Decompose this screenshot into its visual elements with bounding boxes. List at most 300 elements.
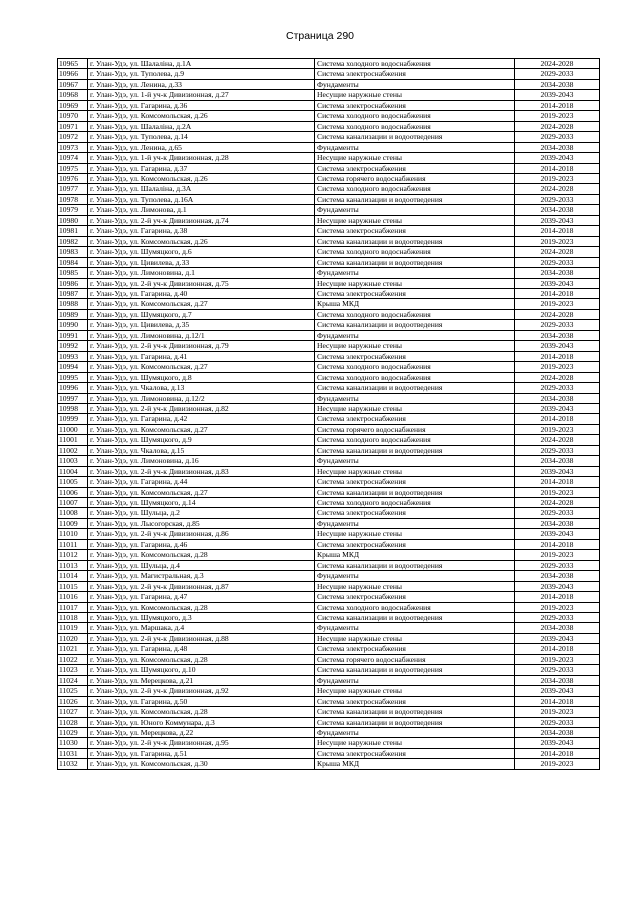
- system-cell: Система холодного водоснабжения: [315, 309, 515, 319]
- period-cell: 2014-2018: [515, 539, 600, 549]
- period-cell: 2014-2018: [515, 592, 600, 602]
- period-cell: 2014-2018: [515, 226, 600, 236]
- system-cell: Фундаменты: [315, 675, 515, 685]
- table-row: [58, 393, 600, 403]
- row-id-cell: 11012: [58, 550, 88, 560]
- system-cell: Несущие наружные стены: [315, 153, 515, 163]
- table-row: [58, 539, 600, 549]
- row-id-cell: 10993: [58, 351, 88, 361]
- period-cell: 2019-2023: [515, 111, 600, 121]
- address-cell: г. Улан-Удэ, ул. Лимоновина, д.1: [88, 268, 315, 278]
- table-row: [58, 707, 600, 717]
- address-cell: г. Улан-Удэ, ул. Шумяцкого, д.9: [88, 435, 315, 445]
- period-cell: 2024-2028: [515, 247, 600, 257]
- system-cell: Несущие наружные стены: [315, 738, 515, 748]
- period-cell: 2024-2028: [515, 372, 600, 382]
- table-row: [58, 341, 600, 351]
- table-row: [58, 592, 600, 602]
- period-cell: 2034-2038: [515, 571, 600, 581]
- table-row: [58, 675, 600, 685]
- system-cell: Фундаменты: [315, 393, 515, 403]
- row-id-cell: 10984: [58, 257, 88, 267]
- table-row: [58, 403, 600, 413]
- row-id-cell: 11020: [58, 633, 88, 643]
- system-cell: Система канализации и водоотведения: [315, 560, 515, 570]
- system-cell: Система канализации и водоотведения: [315, 717, 515, 727]
- system-cell: Система холодного водоснабжения: [315, 59, 515, 69]
- address-cell: г. Улан-Удэ, ул. Ленина, д.65: [88, 142, 315, 152]
- address-cell: г. Улан-Удэ, ул. Комсомольская, д.26: [88, 111, 315, 121]
- table-row: [58, 372, 600, 382]
- row-id-cell: 11006: [58, 487, 88, 497]
- row-id-cell: 10994: [58, 362, 88, 372]
- row-id-cell: 11005: [58, 477, 88, 487]
- table-row: [58, 717, 600, 727]
- address-cell: г. Улан-Удэ, ул. Мерецкова, д.21: [88, 675, 315, 685]
- address-cell: г. Улан-Удэ, ул. Гагарина, д.36: [88, 100, 315, 110]
- system-cell: Система холодного водоснабжения: [315, 247, 515, 257]
- system-cell: Несущие наружные стены: [315, 686, 515, 696]
- period-cell: 2019-2023: [515, 362, 600, 372]
- row-id-cell: 10970: [58, 111, 88, 121]
- row-id-cell: 10988: [58, 299, 88, 309]
- address-cell: г. Улан-Удэ, ул. 2-й уч-к Дивизионная, д.92: [88, 686, 315, 696]
- table-row: [58, 654, 600, 664]
- period-cell: 2029-2033: [515, 69, 600, 79]
- system-cell: Система холодного водоснабжения: [315, 184, 515, 194]
- address-cell: г. Улан-Удэ, ул. Гагарина, д.48: [88, 644, 315, 654]
- period-cell: 2019-2023: [515, 759, 600, 769]
- system-cell: Система электроснабжения: [315, 696, 515, 706]
- table-row: [58, 498, 600, 508]
- table-row: [58, 362, 600, 372]
- table-row: [58, 623, 600, 633]
- table-row: [58, 466, 600, 476]
- period-cell: 2039-2043: [515, 90, 600, 100]
- address-cell: г. Улан-Удэ, ул. Гагарина, д.37: [88, 163, 315, 173]
- period-cell: 2029-2033: [515, 445, 600, 455]
- period-cell: 2034-2038: [515, 518, 600, 528]
- system-cell: Система холодного водоснабжения: [315, 435, 515, 445]
- period-cell: 2019-2023: [515, 236, 600, 246]
- period-cell: 2029-2033: [515, 194, 600, 204]
- row-id-cell: 10985: [58, 268, 88, 278]
- table-row: [58, 268, 600, 278]
- address-cell: г. Улан-Удэ, ул. 2-й уч-к Дивизионная, д.74: [88, 215, 315, 225]
- system-cell: Система канализации и водоотведения: [315, 257, 515, 267]
- period-cell: 2034-2038: [515, 456, 600, 466]
- system-cell: Система канализации и водоотведения: [315, 320, 515, 330]
- address-cell: г. Улан-Удэ, ул. 2-й уч-к Дивизионная, д.83: [88, 466, 315, 476]
- table-row: [58, 456, 600, 466]
- row-id-cell: 10997: [58, 393, 88, 403]
- system-cell: Система канализации и водоотведения: [315, 707, 515, 717]
- row-id-cell: 10971: [58, 121, 88, 131]
- period-cell: 2039-2043: [515, 686, 600, 696]
- table-row: [58, 153, 600, 163]
- period-cell: 2019-2023: [515, 602, 600, 612]
- table-row: [58, 571, 600, 581]
- system-cell: Система горячего водоснабжения: [315, 424, 515, 434]
- table-row: [58, 435, 600, 445]
- table-row: [58, 665, 600, 675]
- period-cell: 2034-2038: [515, 675, 600, 685]
- row-id-cell: 11022: [58, 654, 88, 664]
- system-cell: Система канализации и водоотведения: [315, 194, 515, 204]
- table-row: [58, 226, 600, 236]
- period-cell: 2014-2018: [515, 414, 600, 424]
- table-row: [58, 748, 600, 758]
- table-row: [58, 173, 600, 183]
- address-cell: г. Улан-Удэ, ул. Комсомольская, д.28: [88, 602, 315, 612]
- period-cell: 2014-2018: [515, 644, 600, 654]
- address-cell: г. Улан-Удэ, ул. Комсомольская, д.27: [88, 362, 315, 372]
- table-row: [58, 79, 600, 89]
- table-row: [58, 487, 600, 497]
- address-cell: г. Улан-Удэ, ул. 2-й уч-к Дивизионная, д.87: [88, 581, 315, 591]
- system-cell: Несущие наружные стены: [315, 529, 515, 539]
- row-id-cell: 11016: [58, 592, 88, 602]
- system-cell: Система электроснабжения: [315, 69, 515, 79]
- address-cell: г. Улан-Удэ, ул. Гагарина, д.50: [88, 696, 315, 706]
- row-id-cell: 11011: [58, 539, 88, 549]
- address-cell: г. Улан-Удэ, ул. Гагарина, д.47: [88, 592, 315, 602]
- table-row: [58, 560, 600, 570]
- period-cell: 2019-2023: [515, 299, 600, 309]
- row-id-cell: 11023: [58, 665, 88, 675]
- system-cell: Система электроснабжения: [315, 592, 515, 602]
- system-cell: Несущие наружные стены: [315, 466, 515, 476]
- system-cell: Система горячего водоснабжения: [315, 654, 515, 664]
- table-row: [58, 445, 600, 455]
- address-cell: г. Улан-Удэ, ул. Лимоновина, д.16: [88, 456, 315, 466]
- row-id-cell: 10990: [58, 320, 88, 330]
- row-id-cell: 10973: [58, 142, 88, 152]
- period-cell: 2039-2043: [515, 215, 600, 225]
- period-cell: 2029-2033: [515, 320, 600, 330]
- period-cell: 2034-2038: [515, 393, 600, 403]
- system-cell: Несущие наружные стены: [315, 403, 515, 413]
- row-id-cell: 11028: [58, 717, 88, 727]
- row-id-cell: 11024: [58, 675, 88, 685]
- table-row: [58, 550, 600, 560]
- table-row: [58, 247, 600, 257]
- address-cell: г. Улан-Удэ, ул. Шалаліна, д.3А: [88, 184, 315, 194]
- table-row: [58, 686, 600, 696]
- system-cell: Фундаменты: [315, 79, 515, 89]
- address-cell: г. Улан-Удэ, ул. Шульца, д.4: [88, 560, 315, 570]
- address-cell: г. Улан-Удэ, ул. Гагарина, д.38: [88, 226, 315, 236]
- system-cell: Система электроснабжения: [315, 288, 515, 298]
- table-row: [58, 236, 600, 246]
- address-cell: г. Улан-Удэ, ул. Шумяцкого, д.8: [88, 372, 315, 382]
- system-cell: Несущие наружные стены: [315, 341, 515, 351]
- row-id-cell: 11032: [58, 759, 88, 769]
- address-cell: г. Улан-Удэ, ул. Цивилева, д.35: [88, 320, 315, 330]
- row-id-cell: 11009: [58, 518, 88, 528]
- row-id-cell: 10983: [58, 247, 88, 257]
- period-cell: 2039-2043: [515, 341, 600, 351]
- system-cell: Система холодного водоснабжения: [315, 111, 515, 121]
- period-cell: 2029-2033: [515, 717, 600, 727]
- system-cell: Фундаменты: [315, 268, 515, 278]
- row-id-cell: 10978: [58, 194, 88, 204]
- period-cell: 2029-2033: [515, 560, 600, 570]
- period-cell: 2024-2028: [515, 59, 600, 69]
- period-cell: 2029-2033: [515, 257, 600, 267]
- system-cell: Система канализации и водоотведения: [315, 236, 515, 246]
- period-cell: 2039-2043: [515, 278, 600, 288]
- address-cell: г. Улан-Удэ, ул. Гагарина, д.41: [88, 351, 315, 361]
- address-cell: г. Улан-Удэ, ул. 2-й уч-к Дивизионная, д.82: [88, 403, 315, 413]
- address-cell: г. Улан-Удэ, ул. Лысогорская, д.85: [88, 518, 315, 528]
- system-cell: Система канализации и водоотведения: [315, 383, 515, 393]
- table-body: [58, 59, 600, 770]
- row-id-cell: 10995: [58, 372, 88, 382]
- data-table: [57, 58, 600, 770]
- row-id-cell: 11010: [58, 529, 88, 539]
- period-cell: 2039-2043: [515, 466, 600, 476]
- period-cell: 2019-2023: [515, 550, 600, 560]
- page-header: Страница 290: [285, 30, 355, 42]
- period-cell: 2029-2033: [515, 132, 600, 142]
- row-id-cell: 10972: [58, 132, 88, 142]
- address-cell: г. Улан-Удэ, ул. Комсомольская, д.28: [88, 654, 315, 664]
- row-id-cell: 10991: [58, 330, 88, 340]
- row-id-cell: 10974: [58, 153, 88, 163]
- period-cell: 2034-2038: [515, 623, 600, 633]
- system-cell: Несущие наружные стены: [315, 90, 515, 100]
- period-cell: 2024-2028: [515, 435, 600, 445]
- table-row: [58, 194, 600, 204]
- system-cell: Система холодного водоснабжения: [315, 498, 515, 508]
- system-cell: Система канализации и водоотведения: [315, 445, 515, 455]
- period-cell: 2019-2023: [515, 707, 600, 717]
- table-row: [58, 529, 600, 539]
- system-cell: Система электроснабжения: [315, 644, 515, 654]
- address-cell: г. Улан-Удэ, ул. Юного Коммунара, д.3: [88, 717, 315, 727]
- address-cell: г. Улан-Удэ, ул. Шумяцкого, д.14: [88, 498, 315, 508]
- table-row: [58, 696, 600, 706]
- address-cell: г. Улан-Удэ, ул. Комсомольская, д.28: [88, 707, 315, 717]
- table-row: [58, 215, 600, 225]
- address-cell: г. Улан-Удэ, ул. Магистральная, д.3: [88, 571, 315, 581]
- address-cell: г. Улан-Удэ, ул. Чкалова, д.13: [88, 383, 315, 393]
- row-id-cell: 10975: [58, 163, 88, 173]
- system-cell: Фундаменты: [315, 205, 515, 215]
- address-cell: г. Улан-Удэ, ул. Лимоновина, д.12/1: [88, 330, 315, 340]
- address-cell: г. Улан-Удэ, ул. Туполева, д.16А: [88, 194, 315, 204]
- row-id-cell: 11025: [58, 686, 88, 696]
- period-cell: 2039-2043: [515, 153, 600, 163]
- period-cell: 2034-2038: [515, 728, 600, 738]
- address-cell: г. Улан-Удэ, ул. Шумяцкого, д.7: [88, 309, 315, 319]
- system-cell: Система канализации и водоотведения: [315, 487, 515, 497]
- system-cell: Система электроснабжения: [315, 539, 515, 549]
- row-id-cell: 11018: [58, 613, 88, 623]
- address-cell: г. Улан-Удэ, ул. Туполева, д.14: [88, 132, 315, 142]
- row-id-cell: 11004: [58, 466, 88, 476]
- table-row: [58, 644, 600, 654]
- row-id-cell: 11029: [58, 728, 88, 738]
- address-cell: г. Улан-Удэ, ул. 2-й уч-к Дивизионная, д.88: [88, 633, 315, 643]
- row-id-cell: 11021: [58, 644, 88, 654]
- address-cell: г. Улан-Удэ, ул. Чкалова, д.15: [88, 445, 315, 455]
- system-cell: Система канализации и водоотведения: [315, 132, 515, 142]
- address-cell: г. Улан-Удэ, ул. Комсомольская, д.27: [88, 299, 315, 309]
- table-row: [58, 205, 600, 215]
- address-cell: г. Улан-Удэ, ул. Шумяцкого, д.6: [88, 247, 315, 257]
- table-row: [58, 90, 600, 100]
- row-id-cell: 11003: [58, 456, 88, 466]
- address-cell: г. Улан-Удэ, ул. Гагарина, д.44: [88, 477, 315, 487]
- table-row: [58, 477, 600, 487]
- address-cell: г. Улан-Удэ, ул. Лимоновина, д.12/2: [88, 393, 315, 403]
- address-cell: г. Улан-Удэ, ул. Комсомольская, д.27: [88, 487, 315, 497]
- row-id-cell: 10986: [58, 278, 88, 288]
- period-cell: 2034-2038: [515, 79, 600, 89]
- table-row: [58, 351, 600, 361]
- period-cell: 2014-2018: [515, 351, 600, 361]
- system-cell: Крыша МКД: [315, 759, 515, 769]
- address-cell: г. Улан-Удэ, ул. Гагарина, д.40: [88, 288, 315, 298]
- period-cell: 2014-2018: [515, 696, 600, 706]
- period-cell: 2024-2028: [515, 309, 600, 319]
- table-row: [58, 69, 600, 79]
- period-cell: 2024-2028: [515, 121, 600, 131]
- table-row: [58, 518, 600, 528]
- row-id-cell: 10982: [58, 236, 88, 246]
- table-row: [58, 299, 600, 309]
- period-cell: 2019-2023: [515, 654, 600, 664]
- table-row: [58, 728, 600, 738]
- row-id-cell: 10987: [58, 288, 88, 298]
- system-cell: Несущие наружные стены: [315, 633, 515, 643]
- period-cell: 2024-2028: [515, 184, 600, 194]
- system-cell: Крыша МКД: [315, 550, 515, 560]
- table-row: [58, 288, 600, 298]
- system-cell: Система канализации и водоотведения: [315, 665, 515, 675]
- period-cell: 2039-2043: [515, 581, 600, 591]
- period-cell: 2029-2033: [515, 665, 600, 675]
- system-cell: Система холодного водоснабжения: [315, 372, 515, 382]
- row-id-cell: 10967: [58, 79, 88, 89]
- system-cell: Фундаменты: [315, 571, 515, 581]
- table-row: [58, 142, 600, 152]
- table-row: [58, 330, 600, 340]
- address-cell: г. Улан-Удэ, ул. Ленина, д.33: [88, 79, 315, 89]
- table-row: [58, 121, 600, 131]
- system-cell: Фундаменты: [315, 330, 515, 340]
- table-row: [58, 111, 600, 121]
- table-row: [58, 738, 600, 748]
- address-cell: г. Улан-Удэ, ул. 2-й уч-к Дивизионная, д.95: [88, 738, 315, 748]
- system-cell: Система горячего водоснабжения: [315, 173, 515, 183]
- address-cell: г. Улан-Удэ, ул. Комсомольская, д.28: [88, 550, 315, 560]
- address-cell: г. Улан-Удэ, ул. Гагарина, д.51: [88, 748, 315, 758]
- address-cell: г. Улан-Удэ, ул. Гагарина, д.46: [88, 539, 315, 549]
- system-cell: Система холодного водоснабжения: [315, 121, 515, 131]
- address-cell: г. Улан-Удэ, ул. Цивилева, д.33: [88, 257, 315, 267]
- table-row: [58, 132, 600, 142]
- system-cell: Система электроснабжения: [315, 351, 515, 361]
- system-cell: Система канализации и водоотведения: [315, 613, 515, 623]
- row-id-cell: 10999: [58, 414, 88, 424]
- address-cell: г. Улан-Удэ, ул. Шумяцкого, д.10: [88, 665, 315, 675]
- row-id-cell: 11030: [58, 738, 88, 748]
- table-container: [57, 58, 585, 770]
- table-row: [58, 100, 600, 110]
- system-cell: Система холодного водоснабжения: [315, 602, 515, 612]
- table-row: [58, 184, 600, 194]
- address-cell: г. Улан-Удэ, ул. 2-й уч-к Дивизионная, д.75: [88, 278, 315, 288]
- row-id-cell: 11007: [58, 498, 88, 508]
- table-row: [58, 163, 600, 173]
- period-cell: 2019-2023: [515, 424, 600, 434]
- row-id-cell: 10992: [58, 341, 88, 351]
- row-id-cell: 10998: [58, 403, 88, 413]
- row-id-cell: 10969: [58, 100, 88, 110]
- row-id-cell: 11017: [58, 602, 88, 612]
- system-cell: Система электроснабжения: [315, 508, 515, 518]
- table-row: [58, 257, 600, 267]
- row-id-cell: 11000: [58, 424, 88, 434]
- period-cell: 2034-2038: [515, 205, 600, 215]
- system-cell: Несущие наружные стены: [315, 215, 515, 225]
- table-row: [58, 383, 600, 393]
- table-row: [58, 759, 600, 769]
- system-cell: Фундаменты: [315, 518, 515, 528]
- system-cell: Фундаменты: [315, 728, 515, 738]
- system-cell: Система электроснабжения: [315, 163, 515, 173]
- system-cell: Крыша МКД: [315, 299, 515, 309]
- address-cell: г. Улан-Удэ, ул. 1-й уч-к Дивизионная, д.27: [88, 90, 315, 100]
- row-id-cell: 11002: [58, 445, 88, 455]
- address-cell: г. Улан-Удэ, ул. Комсомольская, д.26: [88, 173, 315, 183]
- address-cell: г. Улан-Удэ, ул. Лимонова, д.1: [88, 205, 315, 215]
- address-cell: г. Улан-Удэ, ул. Мерецкова, д.22: [88, 728, 315, 738]
- row-id-cell: 10980: [58, 215, 88, 225]
- system-cell: Фундаменты: [315, 623, 515, 633]
- table-row: [58, 633, 600, 643]
- system-cell: Система электроснабжения: [315, 748, 515, 758]
- address-cell: г. Улан-Удэ, ул. 2-й уч-к Дивизионная, д.79: [88, 341, 315, 351]
- address-cell: г. Улан-Удэ, ул. Комсомольская, д.26: [88, 236, 315, 246]
- system-cell: Несущие наружные стены: [315, 278, 515, 288]
- period-cell: 2014-2018: [515, 477, 600, 487]
- address-cell: г. Улан-Удэ, ул. Шалаліна, д.2А: [88, 121, 315, 131]
- row-id-cell: 10996: [58, 383, 88, 393]
- row-id-cell: 10979: [58, 205, 88, 215]
- row-id-cell: 11014: [58, 571, 88, 581]
- row-id-cell: 10981: [58, 226, 88, 236]
- system-cell: Система электроснабжения: [315, 414, 515, 424]
- table-row: [58, 602, 600, 612]
- table-row: [58, 414, 600, 424]
- period-cell: 2034-2038: [515, 268, 600, 278]
- table-row: [58, 309, 600, 319]
- period-cell: 2024-2028: [515, 498, 600, 508]
- address-cell: г. Улан-Удэ, ул. Туполева, д.9: [88, 69, 315, 79]
- row-id-cell: 10989: [58, 309, 88, 319]
- address-cell: г. Улан-Удэ, ул. Шульца, д.2: [88, 508, 315, 518]
- system-cell: Фундаменты: [315, 142, 515, 152]
- address-cell: г. Улан-Удэ, ул. Комсомольская, д.27: [88, 424, 315, 434]
- row-id-cell: 10968: [58, 90, 88, 100]
- system-cell: Система электроснабжения: [315, 226, 515, 236]
- system-cell: Несущие наружные стены: [315, 581, 515, 591]
- row-id-cell: 10965: [58, 59, 88, 69]
